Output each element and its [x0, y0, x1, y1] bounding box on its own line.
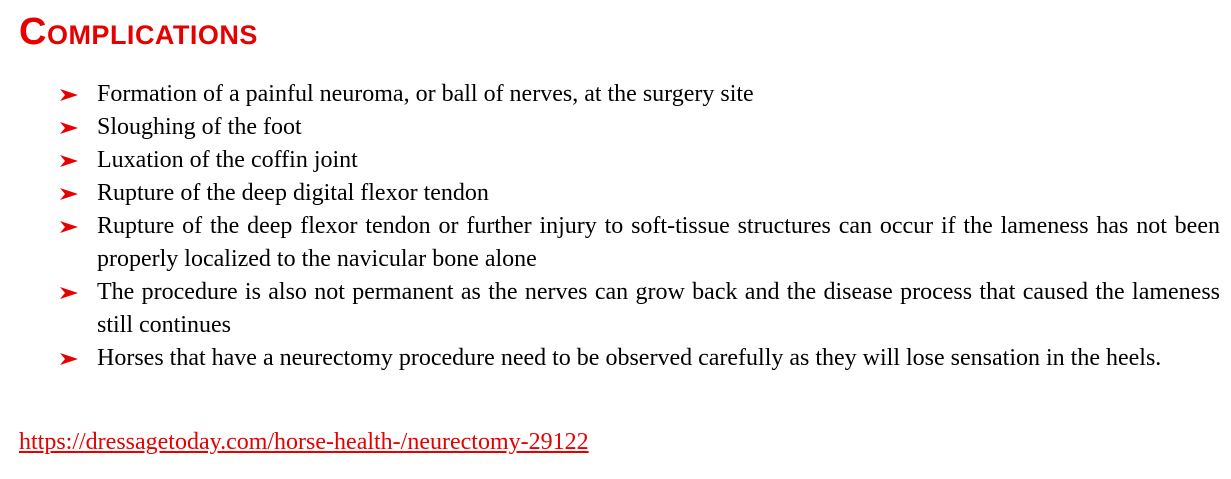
arrow-bullet-icon: [58, 111, 82, 144]
page-title: Complications: [19, 11, 258, 53]
arrow-bullet-icon: [58, 78, 82, 111]
list-item: [58, 276, 1220, 342]
list-item-text: Horses that have a neurectomy procedure need to be observed carefully as they will lose sensation in the heels.: [97, 345, 1162, 371]
list-item: [58, 210, 1220, 276]
list-item: [58, 342, 1220, 375]
list-item-text: Formation of a painful neuroma, or ball of nerves, at the surgery site: [97, 81, 754, 107]
list-item: [58, 78, 1220, 111]
arrow-bullet-icon: [58, 276, 82, 309]
arrow-bullet-icon: [58, 342, 82, 375]
complications-list: [58, 78, 1220, 375]
list-item-text: Rupture of the deep flexor tendon or further injury to soft-tissue structures can occur if the lameness has not been properly localized to the navicular bone alone: [97, 213, 1220, 272]
source-link[interactable]: https://dressagetoday.com/horse-health-/neurectomy-29122: [19, 429, 589, 455]
list-item-text: Sloughing of the foot: [97, 114, 302, 140]
list-item: [58, 144, 1220, 177]
list-item-text: The procedure is also not permanent as the nerves can grow back and the disease process that caused the lameness still continues: [97, 279, 1220, 338]
arrow-bullet-icon: [58, 210, 82, 243]
arrow-bullet-icon: [58, 144, 82, 177]
arrow-bullet-icon: [58, 177, 82, 210]
list-item-text: Rupture of the deep digital flexor tendon: [97, 180, 489, 206]
list-item-text: Luxation of the coffin joint: [97, 147, 358, 173]
list-item: [58, 177, 1220, 210]
list-item: [58, 111, 1220, 144]
